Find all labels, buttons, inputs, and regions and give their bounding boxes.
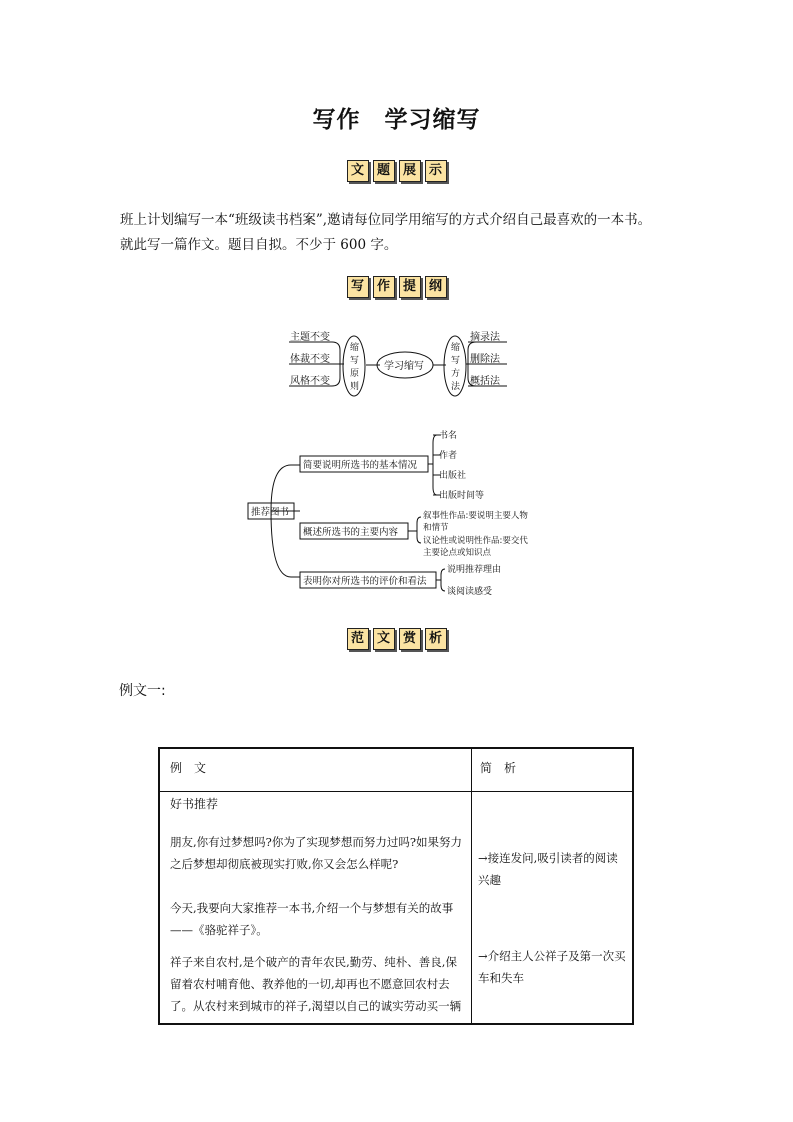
center-node: 学习缩写	[384, 361, 424, 372]
tree-leaf: 主要论点或知识点	[423, 548, 492, 558]
badge-char: 文	[373, 628, 395, 650]
essay-paragraph-3: 祥子来自农村,是个破产的青年农民,勤劳、纯朴、善良,保留着农村哺育他、教养他的一切,却再也不愿意回农村去了。从农村来到城市的祥子,渴望以自己的诚实劳动买一辆	[170, 955, 462, 1013]
example-label: 例文一:	[119, 683, 166, 699]
principle-item: 主题不变	[290, 332, 330, 343]
tree-leaf: 出版社	[439, 471, 467, 481]
method-item: 概括法	[470, 376, 500, 387]
page-title: 写作 学习缩写	[312, 107, 481, 133]
col-header-example: 例 文	[170, 761, 207, 775]
col-header-analysis: 简 析	[480, 761, 517, 775]
section-badge-sample	[0, 628, 793, 650]
badge-char: 析	[425, 628, 447, 650]
prompt-line-2: 就此写一篇作文。题目自拟。不少于 600 字。	[120, 237, 398, 253]
analysis-note-1: →接连发问,吸引读者的阅读兴趣	[478, 851, 618, 887]
tree-leaf: 书名	[439, 431, 458, 441]
section-badge-outline	[0, 276, 793, 298]
principle-char: 则	[350, 382, 360, 392]
tree-leaf: 谈阅读感受	[447, 587, 493, 597]
essay-paragraph-2: 今天,我要向大家推荐一本书,介绍一个与梦想有关的故事——《骆驼祥子》。	[170, 901, 454, 937]
method-item: 摘录法	[470, 332, 500, 343]
tree-leaf: 和情节	[423, 523, 449, 533]
principle-char: 缩	[350, 343, 360, 353]
diagram-principles-methods	[280, 328, 520, 398]
diagram-recommend-book	[245, 425, 565, 603]
badge-char: 提	[399, 276, 421, 298]
method-char: 法	[451, 382, 461, 392]
tree-branch: 概述所选书的主要内容	[303, 527, 399, 538]
badge-char: 范	[347, 628, 369, 650]
badge-char: 题	[373, 160, 395, 182]
badge-char: 作	[373, 276, 395, 298]
badge-char: 文	[347, 160, 369, 182]
badge-char: 示	[425, 160, 447, 182]
tree-leaf: 叙事性作品:要说明主要人物	[423, 511, 528, 521]
tree-branch: 表明你对所选书的评价和看法	[303, 576, 427, 587]
tree-root: 推荐图书	[251, 507, 290, 518]
method-char: 缩	[451, 343, 461, 353]
prompt-text	[120, 208, 680, 258]
example-table	[158, 747, 634, 1025]
section-badge-prompt	[0, 160, 793, 182]
analysis-note-2: →介绍主人公祥子及第一次买车和失车	[478, 949, 626, 985]
method-char: 方	[451, 369, 461, 379]
tree-leaf: 议论性或说明性作品:要交代	[423, 536, 528, 546]
method-char: 写	[451, 356, 461, 366]
tree-branch: 简要说明所选书的基本情况	[303, 460, 418, 471]
method-item: 删除法	[470, 354, 500, 365]
principle-item: 体裁不变	[290, 354, 330, 365]
badge-char: 纲	[425, 276, 447, 298]
badge-char: 赏	[399, 628, 421, 650]
tree-leaf: 出版时间等	[439, 491, 485, 501]
principle-item: 风格不变	[290, 376, 330, 387]
principle-char: 原	[350, 369, 360, 379]
badge-char: 写	[347, 276, 369, 298]
prompt-line-1: 班上计划编写一本“班级读书档案”,邀请每位同学用缩写的方式介绍自己最喜欢的一本书。	[120, 212, 652, 228]
tree-leaf: 说明推荐理由	[447, 565, 502, 575]
table-divider	[471, 749, 472, 1023]
table-header	[160, 749, 632, 792]
tree-leaf: 作者	[439, 451, 458, 461]
badge-char: 展	[399, 160, 421, 182]
essay-title: 好书推荐	[170, 797, 219, 811]
essay-paragraph-1: 朋友,你有过梦想吗?你为了实现梦想而努力过吗?如果努力之后梦想却彻底被现实打败,你又会怎么样呢?	[170, 835, 462, 871]
principle-char: 写	[350, 356, 360, 366]
